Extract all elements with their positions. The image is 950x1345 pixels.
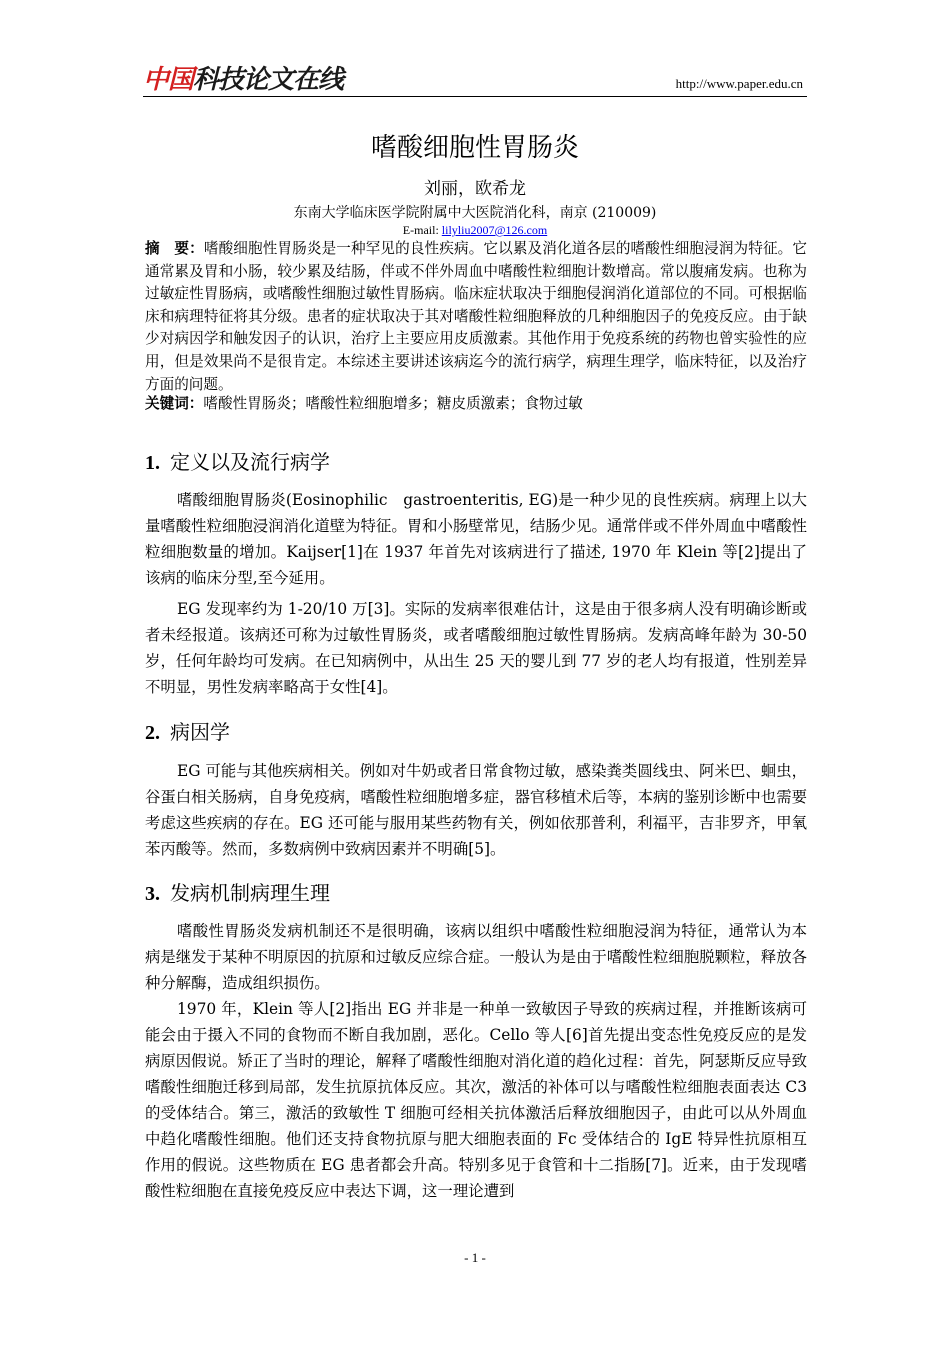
paper-title: 嗜酸细胞性胃肠炎 <box>370 133 579 163</box>
email-label: E-mail: <box>402 223 442 237</box>
section-title: 定义以及流行病学 <box>170 450 330 474</box>
section-title: 发病机制病理生理 <box>170 881 330 905</box>
keywords <box>145 393 807 415</box>
section-number: 1. <box>145 452 160 474</box>
abstract-label: 摘 要： <box>145 240 204 257</box>
abstract <box>145 238 807 396</box>
header-divider <box>143 96 807 97</box>
paragraph: EG 发现率约为 1-20/10 万[3]。实际的发病率很难估计，这是由于很多病人没有明确诊断或者未经报道。该病还可称为过敏性胃肠炎，或者嗜酸细胞过敏性胃肠病。发病高峰年龄为 30-50 岁，任何年龄均可发病。在已知病例中，从出生 25 天的婴儿到 77 岁的老人均有报道，性别差异不明显，男性发病率略高于女性[4]。 <box>145 600 807 696</box>
paragraph: 嗜酸细胞胃肠炎(Eosinophilic gastroenteritis, EG)是一种少见的良性疾病。病理上以大量嗜酸性粒细胞浸润消化道壁为特征。胃和小肠壁常见，结肠少见。通常伴或不伴外周血中嗜酸性粒细胞数量的增加。Kaijser[1]在 1937 年首先对该病进行了描述, 1970 年 Klein 等[2]提出了该病的临床分型,至今延用。 <box>145 491 807 587</box>
section-title: 病因学 <box>170 720 230 744</box>
paragraph: 1970 年，Klein 等人[2]指出 EG 并非是一种单一致敏因子导致的疾病过程，并推断该病可能会由于摄入不同的食物而不断自我加剧，恶化。Cello 等人[6]首先提出变态性免疫反应的是发病原因假说。矫正了当时的理论，解释了嗜酸性细胞对消化道的趋化过程：首先，阿瑟斯反应导致嗜酸性细胞迁移到局部，发生抗原抗体反应。其次，激活的补体可以与嗜酸性粒细胞表面表达 C3 的受体结合。第三，激活的致敏性 T 细胞可经相关抗体激活后释放细胞因子，由此可以从外周血中趋化嗜酸性细胞。他们还支持食物抗原与肥大细胞表面的 Fc 受体结合的 IgE 特异性抗原相互作用的假说。这些物质在 EG 患者都会升高。特别多见于食管和十二指肠[7]。近来，由于发现嗜酸性粒细胞在直接免疫反应中表达下调，这一理论遭到 <box>145 1000 807 1200</box>
abstract-text: 嗜酸细胞性胃肠炎是一种罕见的良性疾病。它以累及消化道各层的嗜酸性细胞浸润为特征。它通常累及胃和小肠，较少累及结肠，伴或不伴外周血中嗜酸性粒细胞计数增高。常以腹痛发病。也称为过敏症性胃肠病，或嗜酸性细胞过敏性胃肠病。临床症状取决于细胞侵润消化道部位的不同。可根据临床和病理特征将其分级。患者的症状取决于其对嗜酸性粒细胞释放的几种细胞因子的免疫反应。由于缺少对病因学和触发因子的认识，治疗上主要应用皮质激素。其他作用于免疫系统的药物也曾实验性的应用，但是效果尚不是很肯定。本综述主要讲述该病迄今的流行病学，病理生理学，临床特征，以及治疗方面的问题。 <box>145 240 807 393</box>
section-heading-3 <box>145 880 330 907</box>
logo-dark-text: 科技论文在线 <box>193 65 344 95</box>
site-url[interactable]: http://www.paper.edu.cn <box>675 76 803 91</box>
authors: 刘丽，欧希龙 <box>424 179 526 199</box>
email-link[interactable]: lilyliu2007@126.com <box>441 223 548 237</box>
page-number: - 1 - <box>464 1250 486 1265</box>
section-number: 2. <box>145 722 160 744</box>
paragraph: 嗜酸性胃肠炎发病机制还不是很明确，该病以组织中嗜酸性粒细胞浸润为特征，通常认为本病是继发于某种不明原因的抗原和过敏反应综合症。一般认为是由于嗜酸性粒细胞脱颗粒，释放各种分解酶，造成组织损伤。 <box>145 922 807 992</box>
section-number: 3. <box>145 883 160 905</box>
keywords-label: 关键词： <box>145 395 204 412</box>
section-heading-1 <box>145 449 330 476</box>
journal-logo <box>143 64 343 96</box>
logo-red-text: 中国 <box>143 65 194 95</box>
section-heading-2 <box>145 719 230 746</box>
affiliation: 东南大学临床医学院附属中大医院消化科，南京 (210009) <box>293 205 657 221</box>
email-line <box>0 223 950 238</box>
keywords-text: 嗜酸性胃肠炎；嗜酸性粒细胞增多；糖皮质激素；食物过敏 <box>203 395 583 412</box>
paragraph: EG 可能与其他疾病相关。例如对牛奶或者日常食物过敏，感染粪类圆线虫、阿米巴、蛔虫，谷蛋白相关肠病，自身免疫病，嗜酸性粒细胞增多症，器官移植术后等，本病的鉴别诊断中也需要考虑这些疾病的存在。EG 还可能与服用某些药物有关，例如依那普利，利福平，吉非罗齐，甲氧苯丙酸等。然而，多数病例中致病因素并不明确[5]。 <box>145 762 807 858</box>
